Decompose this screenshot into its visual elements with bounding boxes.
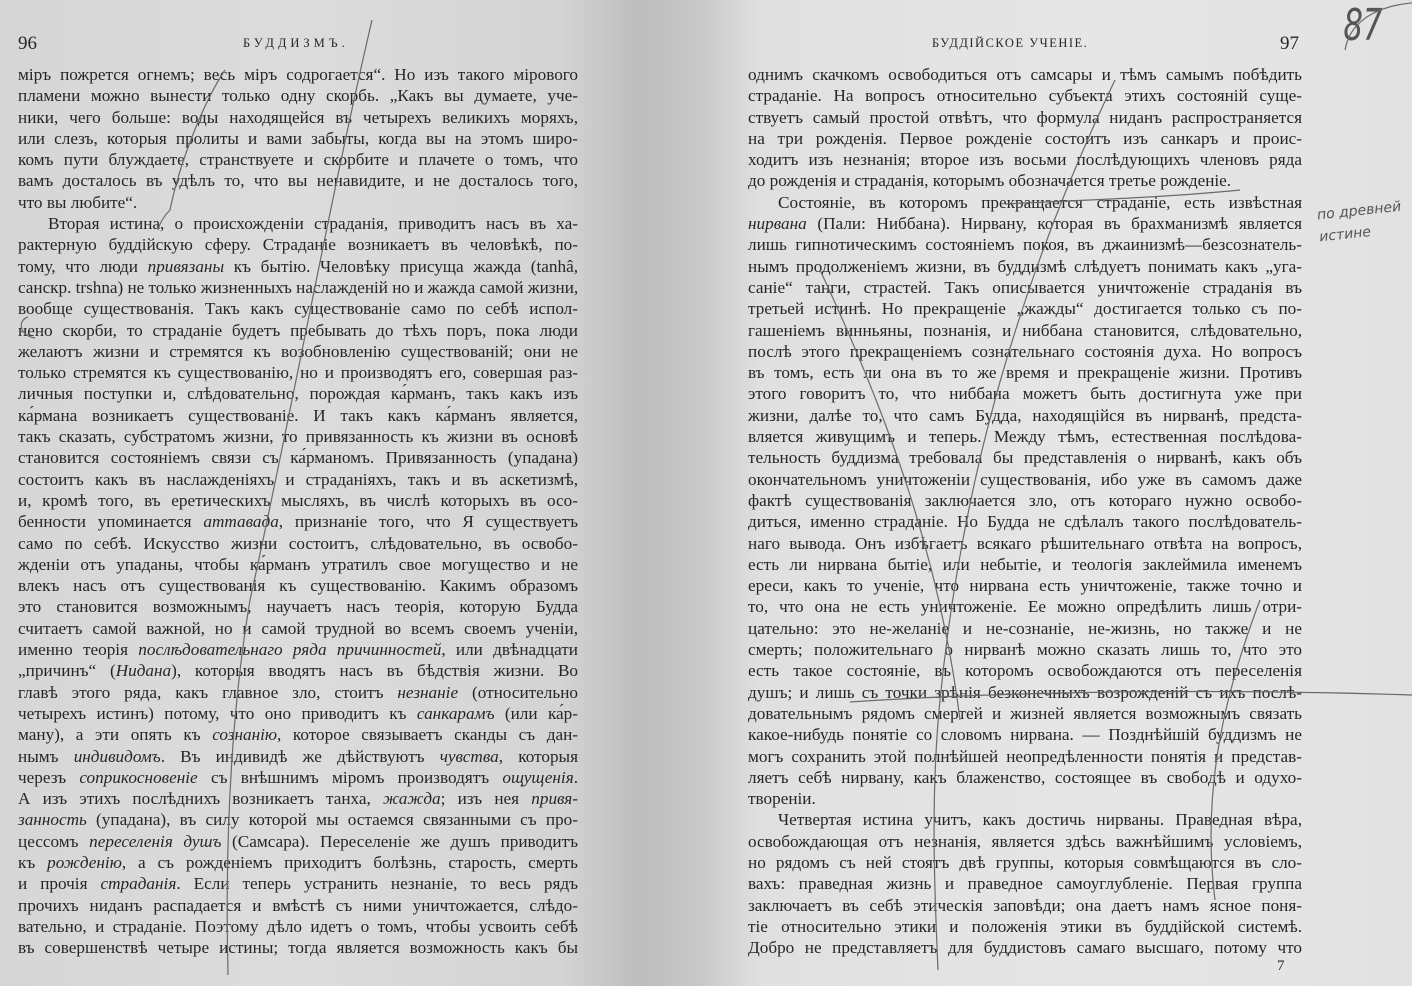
text-run: и прочія	[18, 874, 101, 894]
text-run: то, что она не есть уничтоженіе. Ее можно опредѣлить лишь отри-	[748, 597, 1302, 617]
text-line	[18, 149, 578, 170]
text-line	[18, 852, 578, 873]
text-line	[18, 575, 578, 596]
italic-term: нирвана	[748, 214, 807, 234]
text-run: однимъ скачкомъ освободиться отъ самсары и тѣмъ самымъ побѣдить	[748, 65, 1302, 84]
running-head: БУДДІЙСКОЕ УЧЕНІЕ.	[932, 36, 1089, 50]
text-run: нено скорби, то страданіе будетъ пребывать до тѣхъ поръ, пока люди	[18, 320, 578, 340]
text-run: Добро не представляетъ для буддистовъ самаго высшаго, потому что	[748, 938, 1302, 958]
note-line: истине	[1318, 223, 1372, 246]
text-line	[748, 128, 1302, 149]
text-line	[18, 703, 578, 724]
text-run: жизни, далѣе то, что самъ Будда, находящійся въ нирванѣ, предста-	[748, 405, 1302, 425]
text-run: нымъ продолженіемъ жизни, въ буддизмѣ слѣдуетъ понимать какъ „уга-	[748, 256, 1302, 276]
text-line	[748, 873, 1302, 894]
text-run: диться, именно страданіе. Но Будда не сдѣлалъ такого послѣдователь-	[748, 512, 1302, 532]
text-line	[748, 511, 1302, 532]
text-line	[748, 107, 1302, 128]
text-run: есть такое состояніе, въ которомъ освобождаются отъ переселенія	[748, 661, 1302, 681]
text-line	[18, 788, 578, 809]
italic-term: чувства	[439, 746, 499, 766]
text-run: Вторая истина, о происхожденіи страданія, приводитъ насъ въ ха-	[48, 214, 578, 234]
text-run: (Самсара). Переселеніе же душъ приводитъ	[221, 831, 578, 851]
text-run: (Пали: Ниббана). Нирвану, которая въ брахманизмѣ является	[806, 214, 1302, 234]
text-line	[18, 746, 578, 767]
text-line	[18, 724, 578, 745]
text-line	[18, 426, 578, 447]
text-line	[748, 213, 1302, 234]
text-run: наго вывода. Онъ избѣгаетъ всякаго рѣшительнаго отвѣта на вопросъ,	[748, 533, 1302, 553]
italic-term: страданія	[100, 874, 177, 894]
text-line	[18, 213, 578, 234]
text-line	[748, 447, 1302, 468]
text-line	[748, 320, 1302, 341]
text-run: послѣ этого прекращеніемъ сознательнаго состоянія духа. Но вопросъ	[748, 341, 1302, 361]
text-line	[748, 575, 1302, 596]
text-run: къ	[18, 852, 48, 872]
text-line	[18, 937, 578, 958]
text-run: съ внѣшнимъ міромъ производятъ	[197, 767, 503, 787]
left-page	[0, 0, 640, 986]
text-line	[748, 256, 1302, 277]
italic-term: ощущенія	[502, 767, 574, 787]
text-line	[748, 618, 1302, 639]
text-line	[18, 277, 578, 298]
text-line	[748, 234, 1302, 255]
text-run: душъ; и лишь съ точки зрѣнія безконечныхъ возрожденій съ ихъ послѣ-	[748, 682, 1302, 702]
text-run: этого говоритъ то, что ниббана можетъ быть достигнута уже при	[748, 384, 1302, 404]
text-run: это становится возможнымъ, научаетъ насъ теорія, которую Будда	[18, 597, 578, 617]
italic-term: привязаны	[147, 256, 225, 276]
text-run: какое-нибудь понятіе со словомъ нирвана. — Позднѣйшій буддизмъ не	[748, 725, 1302, 745]
text-run: .	[573, 767, 578, 787]
text-run: фактѣ существованія заключается зло, отъ котораго нужно освобо-	[748, 490, 1302, 510]
text-run: . Если теперь устранить незнаніе, то весь рядъ	[176, 874, 579, 894]
text-line	[18, 533, 578, 554]
text-run: нымъ	[18, 746, 74, 766]
text-run: есть ли нирвана бытіе, или небытіе, и теологія заклеймила именемъ	[748, 554, 1302, 574]
text-line	[748, 767, 1302, 788]
text-run: „причинъ“ (	[18, 661, 116, 681]
text-line	[18, 64, 578, 85]
text-line	[748, 809, 1302, 830]
text-run: вательно, и страданіе. Поэтому дѣло идетъ о томъ, чтобы усвоить себѣ	[18, 916, 578, 936]
text-run: состоитъ какъ въ наслажденіяхъ и страданіяхъ, такъ и въ аскетизмѣ,	[18, 469, 578, 489]
text-run: влекъ насъ отъ существованія къ существованію. Какимъ образомъ	[18, 576, 578, 596]
text-line	[748, 639, 1302, 660]
text-run: , которое связываетъ сканды съ дан-	[277, 725, 578, 745]
text-line	[18, 320, 578, 341]
italic-term: жажда	[383, 789, 441, 809]
text-run: , а съ рожденіемъ приходитъ болѣзнь, старость, смерть	[121, 852, 578, 872]
text-run: довательнымъ рядомъ смертей и жизней является возможнымъ связать	[748, 703, 1302, 723]
text-run: вамъ досталось въ удѣлъ то, что вы ненавидите, и не досталось того,	[18, 171, 578, 191]
text-line	[748, 596, 1302, 617]
text-line	[18, 682, 578, 703]
text-run: ), которыя вводятъ насъ въ бѣдствія жизни. Во	[171, 661, 579, 681]
text-run: ка́рмана возникаетъ существованіе. И такъ какъ ка́рманъ является,	[18, 405, 578, 425]
text-line	[18, 405, 578, 426]
text-run: , или двѣнадцати	[441, 640, 578, 660]
signature-mark: 7	[1277, 958, 1285, 974]
text-line	[748, 937, 1302, 958]
text-run: окончательномъ уничтоженіи существованія, ибо уже въ самомъ даже	[748, 469, 1302, 489]
text-run: въ совершенствѣ четыре истины; тогда является возможность какъ бы	[18, 938, 578, 958]
text-run: освобождающая отъ незнанія, является здѣсь важнѣйшимъ условіемъ,	[748, 831, 1302, 851]
text-line	[748, 362, 1302, 383]
text-line	[748, 831, 1302, 852]
text-run: цессомъ	[18, 831, 90, 851]
text-run: бенности упоминается	[18, 512, 204, 532]
text-run: главѣ этого ряда, какъ главное зло, стоитъ	[18, 682, 398, 702]
text-line	[18, 660, 578, 681]
text-run: ; изъ нея	[440, 789, 532, 809]
text-line	[748, 383, 1302, 404]
body-text	[18, 64, 578, 958]
text-run: Состояніе, въ которомъ прекращается страданіе, есть извѣстная	[778, 192, 1302, 212]
text-line	[18, 85, 578, 106]
text-run: только стремятся къ существованію, но и производятъ его, совершая раз-	[18, 363, 578, 383]
text-run: рактерную буддійскую сферу. Страданіе возникаетъ въ человѣкѣ, по-	[18, 235, 578, 255]
note-line: по древней	[1316, 198, 1402, 224]
italic-term: индивидомъ	[73, 746, 161, 766]
text-line	[18, 873, 578, 894]
text-run: ходитъ изъ незнанія; второе изъ восьми послѣдующихъ членовъ ряда	[748, 150, 1302, 170]
text-line	[18, 618, 578, 639]
page-number: 97	[1280, 33, 1299, 54]
text-run: заключаетъ въ себѣ этическія заповѣди; она даетъ намъ ясное поня-	[748, 895, 1302, 915]
page-number: 96	[18, 33, 37, 54]
text-run: но рядомъ съ ней стоятъ двѣ группы, которыя совмѣщаются въ сло-	[748, 852, 1302, 872]
text-line	[748, 554, 1302, 575]
text-line	[748, 277, 1302, 298]
text-line	[748, 192, 1302, 213]
text-line	[18, 362, 578, 383]
text-line	[748, 724, 1302, 745]
text-line	[748, 895, 1302, 916]
text-line	[18, 128, 578, 149]
text-line	[18, 447, 578, 468]
text-run: вахъ: праведная жизнь и праведное самоуглубленіе. Первая группа	[748, 874, 1302, 894]
italic-term: сознанію	[212, 725, 278, 745]
text-line	[18, 234, 578, 255]
handwritten-folio-number: 87	[1343, 0, 1383, 51]
text-run: тельность буддизма требовала бы представленія о нирванѣ, какъ объ	[748, 448, 1302, 468]
running-head: БУДДИЗМЪ.	[243, 36, 349, 50]
text-run: лишь гипнотическимъ состояніемъ покоя, въ джаинизмѣ—безсознатель-	[748, 235, 1302, 255]
text-run: черезъ	[18, 767, 80, 787]
text-line	[18, 831, 578, 852]
text-line	[18, 469, 578, 490]
text-run: тому, что люди	[18, 256, 148, 276]
text-run: пламени можно вынести только одну скорбь. „Какъ вы думаете, уче-	[18, 86, 578, 106]
text-line	[748, 788, 1302, 809]
text-run: такъ сказать, субстратомъ жизни, то привязанность къ жизни въ основѣ	[18, 427, 578, 447]
text-run: ереси, какъ то ученіе, что нирвана есть уничтоженіе, также точно и	[748, 576, 1302, 596]
text-line	[18, 298, 578, 319]
text-run: тіе относительно этики и положенія этики въ буддійской системѣ.	[748, 916, 1302, 936]
text-run: цательно: это не-желаніе и не-сознаніе, не-жизнь, но также и не	[748, 618, 1302, 638]
text-run: , признаніе того, что Я существуетъ	[278, 512, 578, 532]
text-line	[18, 809, 578, 830]
text-run: Четвертая истина учитъ, какъ достичь нирваны. Праведная вѣра,	[778, 810, 1302, 830]
text-run: или слезъ, которыя пролиты и вами забыты, когда вы на этомъ широ-	[18, 128, 578, 148]
text-run: гашеніемъ винньяны, познанія, и ниббана становится, слѣдовательно,	[748, 320, 1302, 340]
text-run: ману), а эти опять къ	[18, 725, 213, 745]
text-run: становится состояніемъ связи съ ка́рманомъ. Привязанность (упадана)	[18, 448, 578, 468]
text-run: и, кромѣ того, въ еретическихъ мысляхъ, въ числѣ которыхъ въ осо-	[18, 490, 578, 510]
text-line	[18, 107, 578, 128]
text-run: въ томъ, есть ли она въ то же время и прекращеніе жизни. Противъ	[748, 363, 1302, 383]
text-line	[748, 746, 1302, 767]
text-line	[748, 852, 1302, 873]
text-run: вообще существованія. Такъ какъ существованіе само по себѣ испол-	[18, 299, 578, 319]
text-run: смерть; положительнаго о нирванѣ можно сказать лишь то, что это	[748, 640, 1302, 660]
text-run: прочихъ ниданъ распадается и вмѣстѣ съ ними уничтожается, слѣдо-	[18, 895, 578, 915]
text-run: ники, чего больше: воды находящейся въ четырехъ великихъ моряхъ,	[18, 107, 578, 127]
text-line	[748, 85, 1302, 106]
italic-term: соприкосновеніе	[79, 767, 198, 787]
right-page	[720, 0, 1412, 986]
text-run: четырехъ истинъ) потому, что оно приводитъ къ	[18, 703, 417, 723]
text-run: (упадана), въ силу которой мы остаемся связанными съ про-	[86, 810, 578, 830]
text-run: санскр. trshna) не только жизненныхъ наслажденій но и жажда самой жизни,	[18, 277, 579, 297]
text-run: считаетъ самой важной, но и самой трудной во всемъ своемъ ученіи,	[18, 618, 578, 638]
text-run: желаютъ жизни и стремятся къ возобновленію существованій; они не	[18, 341, 578, 361]
italic-term: незнаніе	[397, 682, 459, 702]
text-line	[18, 639, 578, 660]
text-line	[18, 895, 578, 916]
text-line	[748, 469, 1302, 490]
text-run: само по себѣ. Искусство жизни состоитъ, слѣдовательно, въ освобо-	[18, 533, 578, 553]
text-run: міръ пожрется огнемъ; весь міръ содрогается“. Но изъ такого мірового	[18, 65, 578, 84]
text-line	[748, 490, 1302, 511]
text-run: до рожденія и страданія, которымъ обозначается третье рожденіе.	[748, 171, 1232, 191]
text-run: комъ пути блуждаете, странствуете и скорбите и плачете о томъ, что	[18, 150, 578, 170]
text-run: вляется живущимъ и теперь. Между тѣмъ, естественная послѣдова-	[748, 427, 1302, 447]
text-line	[748, 341, 1302, 362]
text-line	[748, 64, 1302, 85]
text-line	[18, 383, 578, 404]
handwritten-margin-note	[1316, 196, 1405, 249]
text-run: ляетъ себѣ нирвану, какъ блаженство, состоящее въ свободѣ и одухо-	[748, 767, 1302, 787]
text-line	[18, 767, 578, 788]
text-line	[748, 682, 1302, 703]
text-run: личныя поступки и, слѣдовательно, порождая ка́рманъ, такъ какъ изъ	[18, 384, 578, 404]
text-run: именно теорія	[18, 640, 139, 660]
text-line	[748, 170, 1302, 191]
text-run: жденіи отъ упаданы, чтобы ка́рманъ утратилъ свое могущество и не	[18, 554, 578, 574]
text-line	[18, 511, 578, 532]
text-line	[18, 256, 578, 277]
text-run: могъ сохранить этой полнѣйшей неопредѣленности понятія и представ-	[748, 746, 1302, 766]
text-line	[748, 405, 1302, 426]
text-line	[748, 533, 1302, 554]
italic-term: занность	[18, 810, 87, 830]
text-line	[748, 149, 1302, 170]
text-run: къ бытію. Человѣку присуща жажда (tanhâ,	[224, 256, 578, 276]
text-run: саніе“ танги, страстей. Такъ описывается уничтоженіе страданія въ	[748, 277, 1302, 297]
text-line	[748, 660, 1302, 681]
text-line	[18, 341, 578, 362]
text-run: (или ка́р-	[494, 703, 578, 723]
text-line	[748, 703, 1302, 724]
italic-term: рожденію	[47, 852, 122, 872]
italic-term: Нидана	[115, 661, 172, 681]
text-run: что вы любите“.	[18, 192, 138, 212]
text-run: твореніи.	[748, 789, 816, 809]
text-run: третьей истинѣ. Но прекращеніе „жажды“ достигается только съ по-	[748, 299, 1302, 319]
text-line	[18, 490, 578, 511]
italic-term: привя-	[531, 789, 578, 809]
text-line	[18, 170, 578, 191]
text-run: . Въ индивидѣ же дѣйствуютъ	[160, 746, 440, 766]
text-line	[18, 554, 578, 575]
text-run: на три рожденія. Первое рожденіе состоитъ изъ санкаръ и проис-	[748, 128, 1302, 148]
italic-term: аттавада	[203, 512, 279, 532]
text-run: (относительно	[458, 682, 578, 702]
italic-term: послѣдовательнаго ряда причинностей	[138, 640, 442, 660]
text-run: , которыя	[498, 746, 578, 766]
text-line	[18, 916, 578, 937]
italic-term: переселенія душъ	[89, 831, 222, 851]
text-run: А изъ этихъ послѣднихъ возникаетъ танха,	[18, 789, 384, 809]
text-run: ствуетъ самый простой отвѣтъ, что формула ниданъ распространяется	[748, 107, 1302, 127]
text-line	[18, 192, 578, 213]
italic-term: санкарамъ	[416, 703, 495, 723]
text-line	[748, 298, 1302, 319]
text-line	[748, 426, 1302, 447]
text-run: страданіе. На вопросъ относительно субъекта этихъ состояній суще-	[748, 86, 1302, 106]
text-line	[748, 916, 1302, 937]
text-line	[18, 596, 578, 617]
body-text	[748, 64, 1302, 958]
